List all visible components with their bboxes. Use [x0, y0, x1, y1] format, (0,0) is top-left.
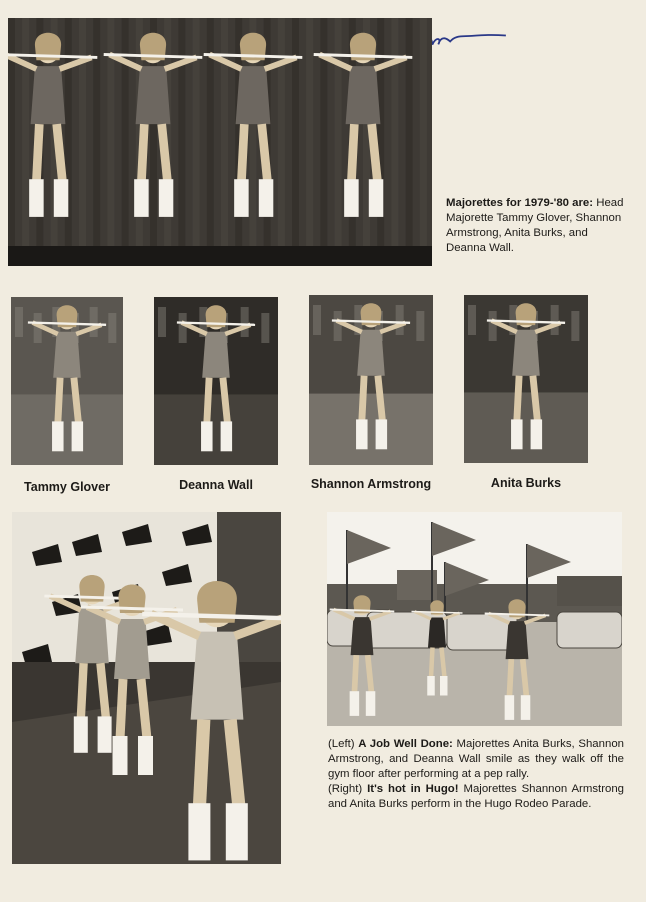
caption-left-title: A Job Well Done: — [358, 738, 453, 750]
bottom-caption — [328, 737, 624, 812]
caption-left-prefix: (Left) — [328, 738, 355, 750]
portrait-name-anita-burks: Anita Burks — [490, 476, 562, 490]
caption-right-title: It's hot in Hugo! — [367, 783, 459, 795]
portrait-photo-deanna-wall — [154, 297, 278, 465]
caption-right-prefix: (Right) — [328, 783, 363, 795]
gym-photo-pep-rally — [12, 512, 281, 864]
portrait-photo-anita-burks — [464, 295, 588, 463]
group-photo-majorettes — [8, 18, 432, 266]
group-caption-heading: Majorettes for 1979-'80 are: — [446, 197, 594, 209]
parade-photo-hugo-rodeo — [327, 512, 622, 726]
caption-right-body: Majorettes Shannon Armstrong and Anita Burks perform in the Hugo Rodeo Parade. — [328, 783, 624, 810]
group-caption-body: Head Majorette Tammy Glover, Shannon Armstrong, Anita Burks, and Deanna Wall. — [446, 197, 624, 254]
portrait-name-shannon-armstrong: Shannon Armstrong — [310, 477, 432, 491]
group-caption — [446, 196, 626, 256]
portrait-name-deanna-wall: Deanna Wall — [179, 478, 253, 492]
portrait-name-tammy-glover: Tammy Glover — [24, 480, 110, 494]
parade-car-3 — [447, 614, 517, 650]
portrait-photo-shannon-armstrong — [309, 295, 433, 465]
portrait-photo-tammy-glover — [11, 297, 123, 465]
caption-left-body: Majorettes Anita Burks, Shannon Armstrong, and Deanna Wall smile as they walk off the gym floor after performing at a pep rally. — [328, 738, 624, 780]
parade-car-4 — [557, 612, 622, 648]
